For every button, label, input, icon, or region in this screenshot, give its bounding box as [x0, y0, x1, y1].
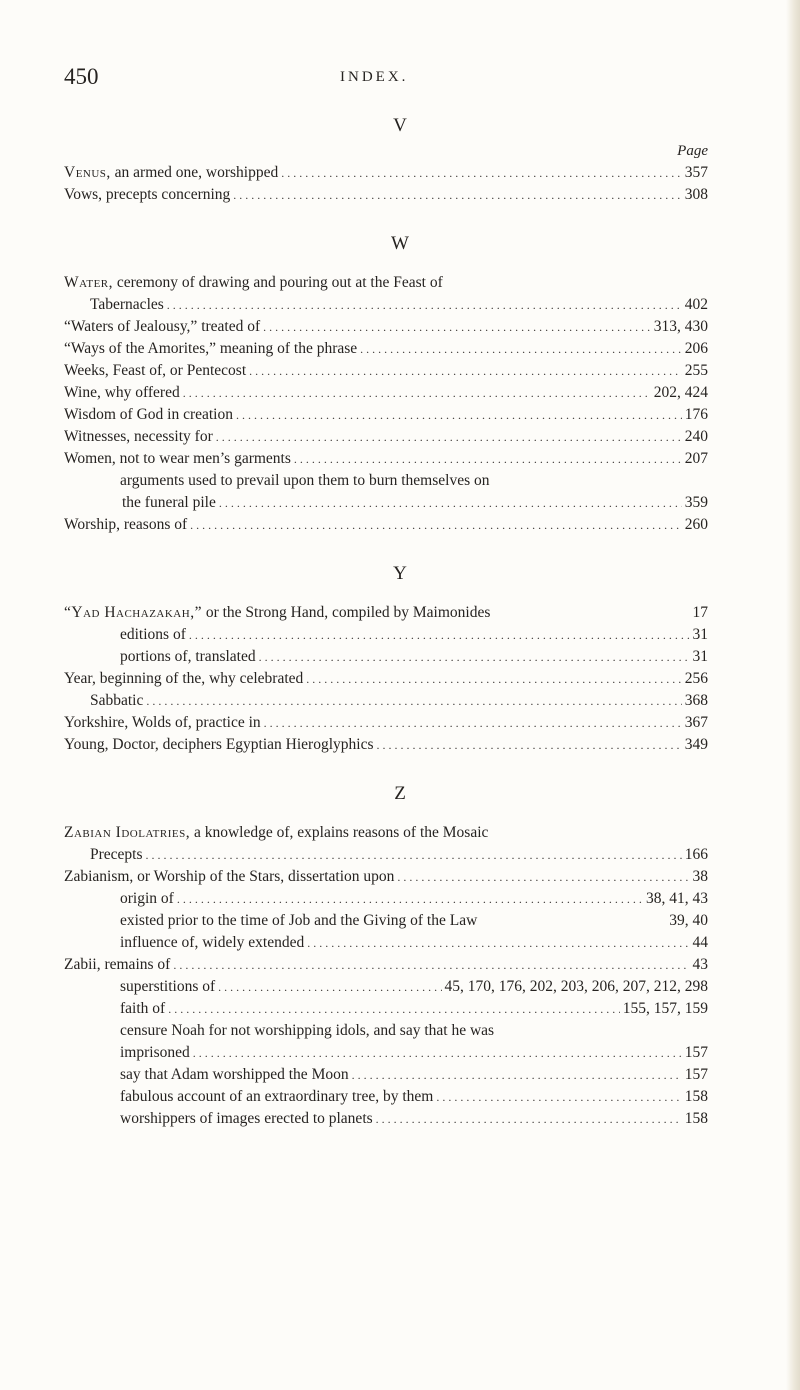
entry-page-ref: 260	[684, 516, 708, 533]
entry-description: Vows, precepts concerning	[64, 186, 231, 203]
index-entry	[64, 316, 708, 338]
index-entry	[120, 976, 708, 998]
entry-page-ref: 17	[692, 604, 708, 621]
index-entry	[64, 866, 708, 888]
index-entry	[120, 646, 708, 668]
index-entry	[64, 954, 708, 976]
entry-page-ref: 39, 40	[669, 912, 708, 929]
leader-dots	[193, 1042, 682, 1064]
entry-description: portions of, translated	[120, 648, 256, 665]
leader-dots	[173, 954, 689, 976]
entry-page-ref: 158	[684, 1088, 708, 1105]
leader-dots	[264, 712, 682, 734]
entry-page-ref: 256	[684, 670, 708, 687]
entry-description: say that Adam worshipped the Moon	[120, 1066, 349, 1083]
running-title: INDEX.	[340, 69, 409, 85]
entry-text	[64, 822, 488, 844]
index-entry	[64, 822, 708, 844]
entry-page-ref: 157	[684, 1044, 708, 1061]
index-entry	[122, 492, 708, 514]
leader-dots	[436, 1086, 681, 1108]
entry-description: existed prior to the time of Job and the Giving of the Law	[120, 912, 478, 929]
entry-page-ref: 157	[684, 1066, 708, 1083]
entry-description: arguments used to prevail upon them to burn themselves on	[120, 472, 490, 489]
entry-text	[120, 646, 256, 668]
entry-page-ref: 166	[684, 846, 708, 863]
leader-dots	[376, 734, 681, 756]
entry-description: the funeral pile	[122, 494, 216, 511]
index-entry	[120, 1108, 708, 1130]
entry-text	[64, 712, 261, 734]
leader-dots	[177, 888, 643, 910]
entry-text	[64, 668, 303, 690]
entry-description: “Ways of the Amorites,” meaning of the phrase	[64, 340, 358, 357]
entry-text	[120, 624, 186, 646]
leader-dots	[352, 1064, 682, 1086]
entry-page-ref: 207	[684, 450, 708, 467]
index-entry	[64, 448, 708, 470]
leader-dots	[259, 646, 690, 668]
entry-page-ref: 206	[684, 340, 708, 357]
index-entry	[64, 712, 708, 734]
leader-dots	[376, 1108, 682, 1130]
index-entry	[120, 998, 708, 1020]
entry-page-ref: 368	[684, 692, 708, 709]
index-entry	[120, 1020, 708, 1042]
index-entry	[64, 734, 708, 756]
entry-page-ref: 31	[692, 626, 708, 643]
index-entry	[64, 602, 708, 624]
entry-page-ref: 158	[684, 1110, 708, 1127]
entry-description: Tabernacles	[90, 296, 164, 313]
leader-dots	[263, 316, 651, 338]
entry-page-ref: 155, 157, 159	[622, 1000, 708, 1017]
entry-page-ref: 308	[684, 186, 708, 203]
page-header	[0, 64, 800, 94]
leader-dots	[307, 932, 689, 954]
entry-page-ref: 359	[684, 494, 708, 511]
entry-page-ref: 357	[684, 164, 708, 181]
index-entry	[120, 1064, 708, 1086]
entry-text	[64, 184, 230, 206]
entry-description: Young, Doctor, deciphers Egyptian Hieroglyphics	[64, 736, 374, 753]
entry-description: a knowledge of, explains reasons of the Mosaic	[190, 824, 489, 841]
entry-text	[120, 1020, 494, 1042]
entry-text	[90, 690, 143, 712]
entry-description: origin of	[120, 890, 174, 907]
entry-page-ref: 45, 170, 176, 202, 203, 206, 207, 212, 298	[444, 978, 708, 995]
entry-text	[120, 998, 165, 1020]
index-entry	[90, 294, 708, 316]
section-letter: Z	[394, 783, 406, 804]
entry-page-ref: 31	[692, 648, 708, 665]
entry-page-ref: 367	[684, 714, 708, 731]
entry-description: censure Noah for not worshipping idols, and say that he was	[120, 1022, 495, 1039]
entry-text	[120, 470, 490, 492]
entry-text	[64, 404, 233, 426]
entry-text	[64, 272, 443, 294]
entry-text	[64, 448, 291, 470]
index-entry	[64, 668, 708, 690]
leader-dots	[306, 668, 681, 690]
index-entry	[64, 184, 708, 206]
entry-text	[120, 1042, 190, 1064]
section-letter: V	[393, 115, 407, 136]
entry-text	[64, 866, 394, 888]
entry-text	[64, 382, 180, 404]
page-column-label: Page	[677, 143, 708, 159]
entry-description: imprisoned	[120, 1044, 190, 1061]
entry-text	[120, 976, 215, 998]
leader-dots	[249, 360, 682, 382]
leader-dots	[168, 998, 620, 1020]
entry-description: Year, beginning of the, why celebrated	[64, 670, 304, 687]
entry-description: Women, not to wear men’s garments	[64, 450, 291, 467]
leader-dots	[146, 690, 681, 712]
index-entry	[120, 888, 708, 910]
index-entry	[120, 470, 708, 492]
entry-page-ref: 402	[684, 296, 708, 313]
entry-page-ref: 44	[692, 934, 708, 951]
leader-dots	[218, 976, 441, 998]
index-entry	[64, 404, 708, 426]
entry-headword: Venus,	[64, 164, 111, 181]
entry-description: Precepts	[90, 846, 143, 863]
entry-description: influence of, widely extended	[120, 934, 305, 951]
entry-page-ref: 255	[684, 362, 708, 379]
entry-page-ref: 38	[692, 868, 708, 885]
entry-headword: Zabian Idolatries,	[64, 824, 191, 841]
entry-page-ref: 38, 41, 43	[646, 890, 708, 907]
entry-description: Sabbatic	[90, 692, 144, 709]
entry-text	[64, 602, 490, 624]
entry-text	[64, 316, 260, 338]
entry-description: Worship, reasons of	[64, 516, 188, 533]
leader-dots	[236, 404, 682, 426]
index-entry	[64, 162, 708, 184]
entry-description: worshippers of images erected to planets	[120, 1110, 373, 1127]
entry-description: an armed one, worshipped	[110, 164, 279, 181]
index-entry	[120, 932, 708, 954]
entry-text	[120, 1108, 373, 1130]
entry-description: “Waters of Jealousy,” treated of	[64, 318, 261, 335]
index-entry	[90, 690, 708, 712]
section-letter: Y	[393, 563, 407, 584]
entry-text	[64, 514, 187, 536]
entry-text	[120, 888, 174, 910]
index-entry	[64, 272, 708, 294]
index-entry	[64, 514, 708, 536]
index-entry	[64, 426, 708, 448]
entry-text	[64, 734, 373, 756]
leader-dots	[190, 514, 682, 536]
index-entry	[120, 910, 708, 932]
entry-description: editions of	[120, 626, 186, 643]
entry-text	[90, 844, 143, 866]
entry-page-ref: 240	[684, 428, 708, 445]
entry-description: Witnesses, necessity for	[64, 428, 213, 445]
entry-description: Weeks, Feast of, or Pentecost	[64, 362, 247, 379]
entry-text	[64, 360, 246, 382]
entry-page-ref: 349	[684, 736, 708, 753]
entry-description: or the Strong Hand, compiled by Maimonides	[201, 604, 491, 621]
entry-headword: “Yad Hachazakah,”	[64, 604, 202, 621]
leader-dots	[233, 184, 681, 206]
leader-dots	[281, 162, 682, 184]
entry-text	[90, 294, 164, 316]
entry-text	[64, 954, 170, 976]
entry-text	[122, 492, 216, 514]
index-entry	[64, 360, 708, 382]
index-content	[0, 112, 800, 1154]
index-entry	[64, 382, 708, 404]
entry-page-ref: 43	[692, 956, 708, 973]
index-entry	[120, 624, 708, 646]
leader-dots	[146, 844, 682, 866]
page-number: 450	[64, 64, 99, 89]
entry-text	[120, 932, 304, 954]
entry-text	[64, 426, 213, 448]
entry-description: Zabianism, or Worship of the Stars, dissertation upon	[64, 868, 395, 885]
index-entry	[120, 1042, 708, 1064]
index-entry	[120, 1086, 708, 1108]
leader-dots	[189, 624, 690, 646]
index-entry	[64, 338, 708, 360]
leader-dots	[219, 492, 682, 514]
entry-page-ref: 202, 424	[653, 384, 708, 401]
section-letter: W	[391, 233, 409, 254]
entry-text	[120, 910, 477, 932]
leader-dots	[167, 294, 682, 316]
entry-text	[120, 1086, 433, 1108]
leader-dots	[397, 866, 689, 888]
entry-text	[64, 338, 357, 360]
entry-page-ref: 313, 430	[653, 318, 708, 335]
index-entry	[90, 844, 708, 866]
entry-description: superstitions of	[120, 978, 216, 995]
entry-description: Wisdom of God in creation	[64, 406, 233, 423]
leader-dots	[294, 448, 682, 470]
entry-description: Wine, why offered	[64, 384, 180, 401]
entry-description: faith of	[120, 1000, 166, 1017]
entry-description: Zabii, remains of	[64, 956, 171, 973]
leader-dots	[183, 382, 651, 404]
entry-description: fabulous account of an extraordinary tree, by them	[120, 1088, 434, 1105]
entry-text	[64, 162, 278, 184]
entry-page-ref: 176	[684, 406, 708, 423]
entry-description: Yorkshire, Wolds of, practice in	[64, 714, 261, 731]
leader-dots	[360, 338, 682, 360]
entry-headword: Water,	[64, 274, 114, 291]
entry-text	[120, 1064, 349, 1086]
entry-description: ceremony of drawing and pouring out at the Feast of	[113, 274, 443, 291]
leader-dots	[216, 426, 682, 448]
